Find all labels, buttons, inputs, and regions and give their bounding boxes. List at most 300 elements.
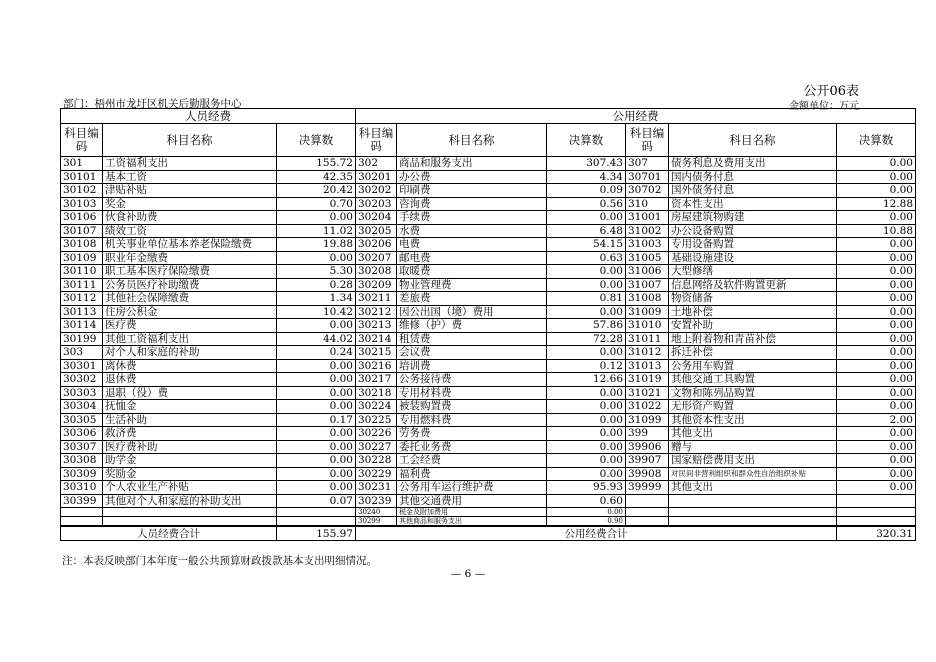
item-code: 30215 bbox=[356, 346, 397, 360]
item-code: 30307 bbox=[61, 440, 103, 454]
item-name: 专用燃料费 bbox=[397, 413, 547, 427]
unit-label: 金额单位：万元 bbox=[789, 101, 859, 112]
item-amount: 0.00 bbox=[547, 413, 626, 427]
personnel-total-value: 155.97 bbox=[277, 526, 356, 541]
public-total-label: 公用经费合计 bbox=[356, 526, 837, 541]
item-code: 30309 bbox=[61, 467, 103, 481]
item-name: 租赁费 bbox=[397, 332, 547, 346]
item-code: 30102 bbox=[61, 184, 103, 198]
item-name: 公务用车运行维护费 bbox=[397, 481, 547, 495]
item-name: 救济费 bbox=[103, 427, 277, 441]
item-amount: 0.17 bbox=[277, 413, 356, 427]
item-code: 30308 bbox=[61, 454, 103, 468]
item-name: 赠与 bbox=[669, 440, 837, 454]
item-code: 30212 bbox=[356, 305, 397, 319]
item-amount: 0.00 bbox=[837, 211, 916, 225]
item-name: 其他交通工具购置 bbox=[669, 373, 837, 387]
table-row bbox=[61, 413, 916, 427]
item-amount: 0.00 bbox=[277, 427, 356, 441]
item-amount: 0.00 bbox=[837, 373, 916, 387]
item-code: 30301 bbox=[61, 359, 103, 373]
item-amount: 0.00 bbox=[547, 305, 626, 319]
item-name: 机关事业单位基本养老保险缴费 bbox=[103, 238, 277, 252]
table-row bbox=[61, 305, 916, 319]
item-name: 奖金 bbox=[103, 197, 277, 211]
item-amount: 0.00 bbox=[837, 400, 916, 414]
item-amount: 0.00 bbox=[837, 427, 916, 441]
item-code: 30203 bbox=[356, 197, 397, 211]
item-amount: 0.09 bbox=[547, 184, 626, 198]
item-code: 30224 bbox=[356, 400, 397, 414]
item-name: 公务员医疗补助缴费 bbox=[103, 278, 277, 292]
item-name: 抚恤金 bbox=[103, 400, 277, 414]
item-code: 302 bbox=[356, 157, 397, 171]
item-amount: 0.24 bbox=[277, 346, 356, 360]
item-code: 30216 bbox=[356, 359, 397, 373]
item-code: 39908 bbox=[626, 467, 669, 481]
item-code: 30305 bbox=[61, 413, 103, 427]
department-label: 部门：梧州市龙圩区机关后勤服务中心 bbox=[63, 98, 242, 110]
personnel-header: 人员经费 bbox=[61, 109, 356, 124]
empty-cell bbox=[61, 508, 103, 517]
table-row bbox=[61, 494, 916, 508]
table-row bbox=[61, 373, 916, 387]
table-row bbox=[61, 170, 916, 184]
item-name: 基础设施建设 bbox=[669, 251, 837, 265]
table-row bbox=[61, 251, 916, 265]
item-name: 津贴补贴 bbox=[103, 184, 277, 198]
item-amount: 0.00 bbox=[277, 211, 356, 225]
item-amount: 0.00 bbox=[837, 265, 916, 279]
item-code: 30228 bbox=[356, 454, 397, 468]
item-amount: 0.12 bbox=[547, 359, 626, 373]
table-row bbox=[61, 386, 916, 400]
item-code: 30101 bbox=[61, 170, 103, 184]
item-code: 31005 bbox=[626, 251, 669, 265]
item-name: 基本工资 bbox=[103, 170, 277, 184]
item-name: 水费 bbox=[397, 224, 547, 238]
item-code: 30306 bbox=[61, 427, 103, 441]
item-code: 399 bbox=[626, 427, 669, 441]
item-amount: 0.00 bbox=[837, 251, 916, 265]
empty-cell bbox=[626, 517, 669, 527]
code-header: 科目编码 bbox=[626, 124, 669, 157]
item-name: 被装购置费 bbox=[397, 400, 547, 414]
item-amount: 0.70 bbox=[277, 197, 356, 211]
item-amount bbox=[837, 494, 916, 508]
item-name: 其他资本性支出 bbox=[669, 413, 837, 427]
item-amount: 0.60 bbox=[547, 494, 626, 508]
item-amount: 0.00 bbox=[547, 467, 626, 481]
item-code bbox=[626, 494, 669, 508]
item-code: 30112 bbox=[61, 292, 103, 306]
item-code: 31012 bbox=[626, 346, 669, 360]
name-header: 科目名称 bbox=[103, 124, 277, 157]
item-code: 30227 bbox=[356, 440, 397, 454]
table-row bbox=[61, 517, 916, 527]
table-row bbox=[61, 319, 916, 333]
name-header: 科目名称 bbox=[397, 124, 547, 157]
item-name: 委托业务费 bbox=[397, 440, 547, 454]
item-name: 会议费 bbox=[397, 346, 547, 360]
empty-cell bbox=[837, 508, 916, 517]
item-name: 文物和陈列品购置 bbox=[669, 386, 837, 400]
item-amount: 11.02 bbox=[277, 224, 356, 238]
item-code: 30207 bbox=[356, 251, 397, 265]
item-code: 30214 bbox=[356, 332, 397, 346]
item-code: 30103 bbox=[61, 197, 103, 211]
item-name: 退职（役）费 bbox=[103, 386, 277, 400]
item-amount: 0.00 bbox=[277, 319, 356, 333]
item-code: 30113 bbox=[61, 305, 103, 319]
item-name: 商品和服务支出 bbox=[397, 157, 547, 171]
item-name: 国外债务付息 bbox=[669, 184, 837, 198]
item-code: 30299 bbox=[356, 517, 397, 527]
item-name: 工资福利支出 bbox=[103, 157, 277, 171]
item-code: 30303 bbox=[61, 386, 103, 400]
item-code: 31019 bbox=[626, 373, 669, 387]
item-amount: 95.93 bbox=[547, 481, 626, 495]
table-row bbox=[61, 184, 916, 198]
item-amount: 0.00 bbox=[277, 400, 356, 414]
item-name: 奖励金 bbox=[103, 467, 277, 481]
item-name: 其他交通费用 bbox=[397, 494, 547, 508]
item-name: 其他支出 bbox=[669, 481, 837, 495]
table-row bbox=[61, 238, 916, 252]
item-amount: 0.07 bbox=[277, 494, 356, 508]
item-amount: 0.00 bbox=[277, 440, 356, 454]
item-name: 办公设备购置 bbox=[669, 224, 837, 238]
item-amount: 0.00 bbox=[277, 373, 356, 387]
item-amount: 0.63 bbox=[547, 251, 626, 265]
item-amount: 1.34 bbox=[277, 292, 356, 306]
amount-header: 决算数 bbox=[837, 124, 916, 157]
table-row bbox=[61, 197, 916, 211]
table-row bbox=[61, 265, 916, 279]
item-code: 30109 bbox=[61, 251, 103, 265]
item-name: 住房公积金 bbox=[103, 305, 277, 319]
item-amount: 0.00 bbox=[547, 265, 626, 279]
item-name: 福利费 bbox=[397, 467, 547, 481]
item-code: 30701 bbox=[626, 170, 669, 184]
empty-cell bbox=[626, 508, 669, 517]
item-name: 国家赔偿费用支出 bbox=[669, 454, 837, 468]
item-name: 土地补偿 bbox=[669, 305, 837, 319]
item-amount: 12.88 bbox=[837, 197, 916, 211]
table-row bbox=[61, 427, 916, 441]
page-number: — 6 — bbox=[450, 568, 486, 580]
item-name: 物业管理费 bbox=[397, 278, 547, 292]
item-code: 31003 bbox=[626, 238, 669, 252]
item-code: 31099 bbox=[626, 413, 669, 427]
item-amount: 54.15 bbox=[547, 238, 626, 252]
item-amount: 0.00 bbox=[837, 170, 916, 184]
item-amount: 0.00 bbox=[277, 467, 356, 481]
item-name: 其他支出 bbox=[669, 427, 837, 441]
item-amount: 0.00 bbox=[277, 359, 356, 373]
item-amount: 10.42 bbox=[277, 305, 356, 319]
item-name: 手续费 bbox=[397, 211, 547, 225]
item-code: 31002 bbox=[626, 224, 669, 238]
form-code: 公开06表 bbox=[803, 84, 859, 99]
item-name: 取暖费 bbox=[397, 265, 547, 279]
item-code: 39906 bbox=[626, 440, 669, 454]
item-name: 其他社会保障缴费 bbox=[103, 292, 277, 306]
item-code: 30218 bbox=[356, 386, 397, 400]
item-name: 生活补助 bbox=[103, 413, 277, 427]
empty-cell bbox=[669, 508, 837, 517]
item-name: 其他工资福利支出 bbox=[103, 332, 277, 346]
item-code: 30211 bbox=[356, 292, 397, 306]
amount-header: 决算数 bbox=[277, 124, 356, 157]
item-amount: 0.00 bbox=[837, 454, 916, 468]
code-header: 科目编码 bbox=[61, 124, 103, 157]
item-amount: 0.00 bbox=[837, 386, 916, 400]
item-amount: 12.66 bbox=[547, 373, 626, 387]
table-row bbox=[61, 481, 916, 495]
item-code: 31009 bbox=[626, 305, 669, 319]
item-amount: 72.28 bbox=[547, 332, 626, 346]
item-code: 39999 bbox=[626, 481, 669, 495]
item-name: 退休费 bbox=[103, 373, 277, 387]
item-code: 310 bbox=[626, 197, 669, 211]
item-code: 30209 bbox=[356, 278, 397, 292]
item-name: 专用材料费 bbox=[397, 386, 547, 400]
item-code: 30202 bbox=[356, 184, 397, 198]
item-name: 绩效工资 bbox=[103, 224, 277, 238]
item-name: 信息网络及软件购置更新 bbox=[669, 278, 837, 292]
personnel-total-label: 人员经费合计 bbox=[61, 526, 277, 541]
item-amount: 0.00 bbox=[837, 346, 916, 360]
item-code: 31010 bbox=[626, 319, 669, 333]
item-name: 地上附着物和青苗补偿 bbox=[669, 332, 837, 346]
table-row bbox=[61, 292, 916, 306]
amount-header: 决算数 bbox=[547, 124, 626, 157]
item-name: 房屋建筑物购建 bbox=[669, 211, 837, 225]
item-name: 对个人和家庭的补助 bbox=[103, 346, 277, 360]
item-code: 31022 bbox=[626, 400, 669, 414]
table-row bbox=[61, 400, 916, 414]
item-name: 个人农业生产补贴 bbox=[103, 481, 277, 495]
code-header: 科目编码 bbox=[356, 124, 397, 157]
item-code: 31006 bbox=[626, 265, 669, 279]
item-name: 维修（护）费 bbox=[397, 319, 547, 333]
table-row bbox=[61, 278, 916, 292]
item-amount: 0.00 bbox=[547, 454, 626, 468]
item-name: 职工基本医疗保险缴费 bbox=[103, 265, 277, 279]
item-name: 因公出国（境）费用 bbox=[397, 305, 547, 319]
item-code: 30106 bbox=[61, 211, 103, 225]
item-name: 其他对个人和家庭的补助支出 bbox=[103, 494, 277, 508]
item-code: 30310 bbox=[61, 481, 103, 495]
item-amount: 0.00 bbox=[547, 346, 626, 360]
item-amount: 20.42 bbox=[277, 184, 356, 198]
item-amount: 0.00 bbox=[547, 278, 626, 292]
item-name: 物资储备 bbox=[669, 292, 837, 306]
table-row bbox=[61, 454, 916, 468]
item-name: 咨询费 bbox=[397, 197, 547, 211]
item-amount: 0.00 bbox=[837, 238, 916, 252]
empty-cell bbox=[669, 517, 837, 527]
item-amount: 19.88 bbox=[277, 238, 356, 252]
item-amount: 0.00 bbox=[547, 440, 626, 454]
item-name: 医疗费 bbox=[103, 319, 277, 333]
item-code: 30208 bbox=[356, 265, 397, 279]
item-amount: 0.00 bbox=[837, 278, 916, 292]
item-name: 差旅费 bbox=[397, 292, 547, 306]
item-code: 30225 bbox=[356, 413, 397, 427]
item-code: 31008 bbox=[626, 292, 669, 306]
item-amount: 0.00 bbox=[277, 386, 356, 400]
item-name: 公务用车购置 bbox=[669, 359, 837, 373]
expenditure-table bbox=[60, 108, 916, 541]
totals-row bbox=[61, 526, 916, 541]
item-name: 邮电费 bbox=[397, 251, 547, 265]
item-name: 其他商品和服务支出 bbox=[397, 517, 547, 527]
item-amount: 44.02 bbox=[277, 332, 356, 346]
item-code: 31007 bbox=[626, 278, 669, 292]
item-code: 30204 bbox=[356, 211, 397, 225]
table-row bbox=[61, 211, 916, 225]
item-amount: 0.56 bbox=[547, 197, 626, 211]
item-amount: 307.43 bbox=[547, 157, 626, 171]
table-row bbox=[61, 224, 916, 238]
item-amount: 0.00 bbox=[547, 400, 626, 414]
item-amount: 0.00 bbox=[837, 319, 916, 333]
item-name: 职业年金缴费 bbox=[103, 251, 277, 265]
item-code: 30108 bbox=[61, 238, 103, 252]
item-name: 国内债务付息 bbox=[669, 170, 837, 184]
item-amount: 0.00 bbox=[837, 467, 916, 481]
table-row bbox=[61, 508, 916, 517]
item-code: 39907 bbox=[626, 454, 669, 468]
item-amount: 0.00 bbox=[837, 292, 916, 306]
empty-cell bbox=[277, 508, 356, 517]
item-amount: 0.00 bbox=[837, 440, 916, 454]
item-code: 30399 bbox=[61, 494, 103, 508]
item-amount: 10.88 bbox=[837, 224, 916, 238]
item-amount: 42.35 bbox=[277, 170, 356, 184]
empty-cell bbox=[837, 517, 916, 527]
table-row bbox=[61, 440, 916, 454]
item-code: 30114 bbox=[61, 319, 103, 333]
table-row bbox=[61, 467, 916, 481]
name-header: 科目名称 bbox=[669, 124, 837, 157]
item-name: 劳务费 bbox=[397, 427, 547, 441]
empty-cell bbox=[103, 508, 277, 517]
table-row bbox=[61, 359, 916, 373]
item-name: 安置补助 bbox=[669, 319, 837, 333]
item-amount: 6.48 bbox=[547, 224, 626, 238]
item-code: 30226 bbox=[356, 427, 397, 441]
item-code: 30304 bbox=[61, 400, 103, 414]
item-code: 30199 bbox=[61, 332, 103, 346]
public-header: 公用经费 bbox=[356, 109, 916, 124]
item-amount: 0.28 bbox=[277, 278, 356, 292]
item-code: 30107 bbox=[61, 224, 103, 238]
item-name: 拆迁补偿 bbox=[669, 346, 837, 360]
item-name: 债务利息及费用支出 bbox=[669, 157, 837, 171]
item-name: 离休费 bbox=[103, 359, 277, 373]
public-total-value: 320.31 bbox=[837, 526, 916, 541]
item-code: 30229 bbox=[356, 467, 397, 481]
item-code: 31001 bbox=[626, 211, 669, 225]
item-amount: 0.00 bbox=[837, 359, 916, 373]
item-name: 培训费 bbox=[397, 359, 547, 373]
item-code: 303 bbox=[61, 346, 103, 360]
item-amount: 2.00 bbox=[837, 413, 916, 427]
empty-cell bbox=[103, 517, 277, 527]
item-code: 30239 bbox=[356, 494, 397, 508]
item-name: 税金及附加费用 bbox=[397, 508, 547, 517]
item-name: 无形资产购置 bbox=[669, 400, 837, 414]
item-name: 办公费 bbox=[397, 170, 547, 184]
item-name: 伙食补助费 bbox=[103, 211, 277, 225]
item-code: 30302 bbox=[61, 373, 103, 387]
item-code: 31011 bbox=[626, 332, 669, 346]
item-name: 专用设备购置 bbox=[669, 238, 837, 252]
item-code: 30111 bbox=[61, 278, 103, 292]
empty-cell bbox=[277, 517, 356, 527]
item-code: 30201 bbox=[356, 170, 397, 184]
item-amount: 0.81 bbox=[547, 292, 626, 306]
item-amount: 0.00 bbox=[277, 454, 356, 468]
item-code: 30110 bbox=[61, 265, 103, 279]
empty-cell bbox=[61, 517, 103, 527]
item-code: 307 bbox=[626, 157, 669, 171]
item-amount: 0.00 bbox=[547, 427, 626, 441]
item-name bbox=[669, 494, 837, 508]
item-code: 30217 bbox=[356, 373, 397, 387]
item-name: 工会经费 bbox=[397, 454, 547, 468]
item-amount: 0.00 bbox=[837, 157, 916, 171]
item-amount: 0.00 bbox=[547, 508, 626, 517]
item-amount: 155.72 bbox=[277, 157, 356, 171]
item-amount: 0.90 bbox=[547, 517, 626, 527]
item-name: 对民间非营利组织和群众性自治组织补贴 bbox=[669, 467, 837, 481]
table-row bbox=[61, 346, 916, 360]
table-row bbox=[61, 157, 916, 171]
item-name: 大型修缮 bbox=[669, 265, 837, 279]
item-name: 印刷费 bbox=[397, 184, 547, 198]
table-row bbox=[61, 332, 916, 346]
item-code: 30213 bbox=[356, 319, 397, 333]
item-amount: 0.00 bbox=[837, 481, 916, 495]
item-code: 30240 bbox=[356, 508, 397, 517]
item-code: 301 bbox=[61, 157, 103, 171]
item-code: 31021 bbox=[626, 386, 669, 400]
item-code: 30205 bbox=[356, 224, 397, 238]
item-amount: 0.00 bbox=[837, 184, 916, 198]
item-amount: 4.34 bbox=[547, 170, 626, 184]
item-name: 公务接待费 bbox=[397, 373, 547, 387]
item-code: 30206 bbox=[356, 238, 397, 252]
item-code: 31013 bbox=[626, 359, 669, 373]
item-amount: 0.00 bbox=[547, 386, 626, 400]
item-name: 电费 bbox=[397, 238, 547, 252]
item-amount: 0.00 bbox=[547, 211, 626, 225]
item-amount: 0.00 bbox=[837, 305, 916, 319]
item-code: 30231 bbox=[356, 481, 397, 495]
item-amount: 0.00 bbox=[277, 481, 356, 495]
item-amount: 0.00 bbox=[277, 251, 356, 265]
item-code: 30702 bbox=[626, 184, 669, 198]
item-name: 医疗费补助 bbox=[103, 440, 277, 454]
footnote: 注：本表反映部门本年度一般公共预算财政拨款基本支出明细情况。 bbox=[62, 555, 377, 567]
item-name: 资本性支出 bbox=[669, 197, 837, 211]
item-name: 助学金 bbox=[103, 454, 277, 468]
item-amount: 5.30 bbox=[277, 265, 356, 279]
